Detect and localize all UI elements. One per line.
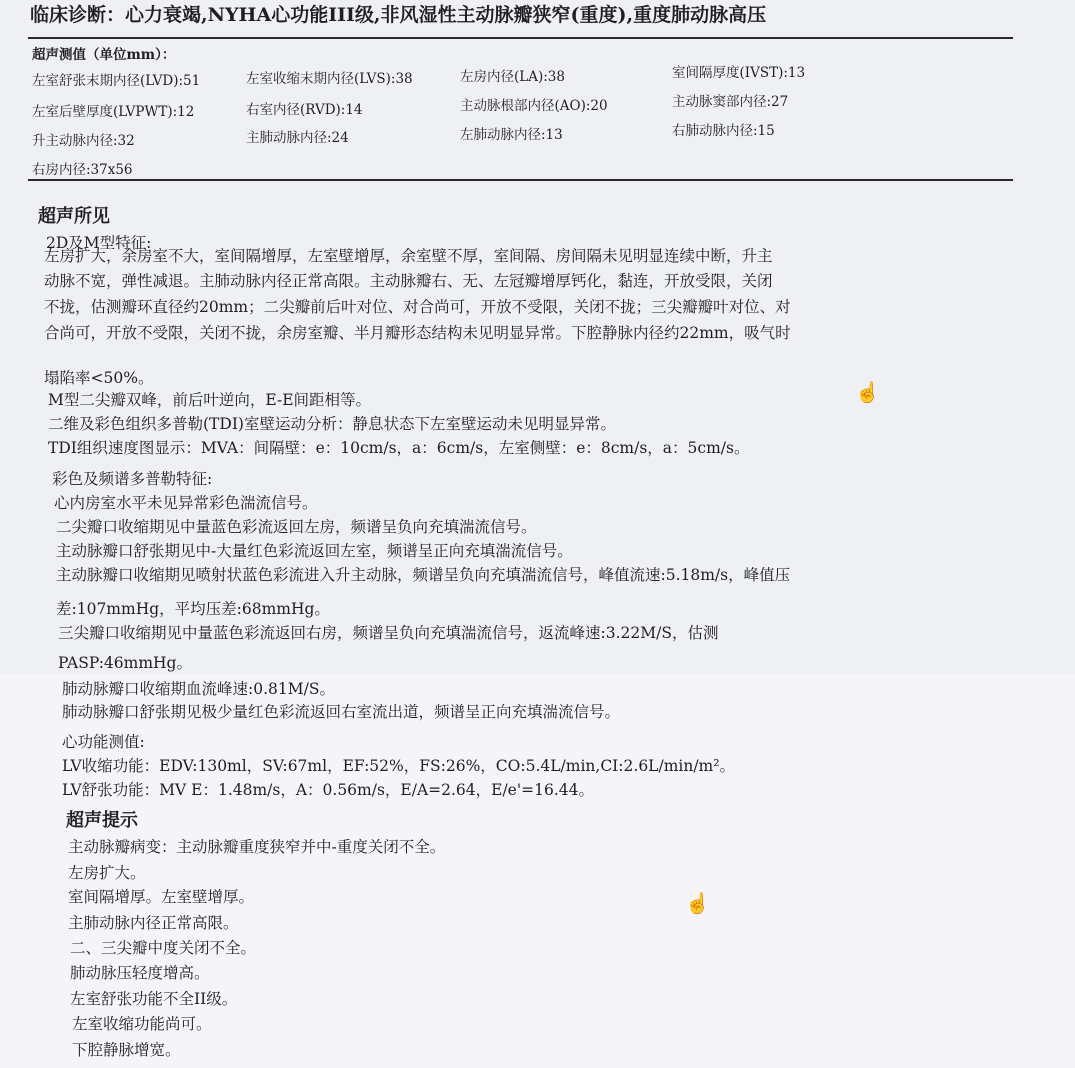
divider-mid xyxy=(28,179,1013,181)
measure-la: 左房内径(LA):38 xyxy=(460,69,565,85)
findings-line: 不拢，估测瓣环直径约20mm；二尖瓣前后叶对位、对合尚可，开放不受限，关闭不拢；三尖瓣瓣叶对位、对 xyxy=(44,298,791,316)
measure-ra: 右房内径:37x56 xyxy=(32,162,133,178)
findings-line: PASP:46mmHg。 xyxy=(58,654,192,672)
measure-sinus: 主动脉窦部内径:27 xyxy=(672,94,789,110)
hand-cursor-icon: ☝ xyxy=(855,380,880,404)
conclusion-title: 超声提示 xyxy=(66,810,138,831)
conclusion-line: 室间隔增厚。左室壁增厚。 xyxy=(68,888,255,906)
measure-lvs: 左室收缩末期内径(LVS):38 xyxy=(246,71,413,87)
measure-lvd: 左室舒张末期内径(LVD):51 xyxy=(32,73,201,89)
findings-line: 差:107mmHg，平均压差:68mmHg。 xyxy=(56,600,330,618)
measure-ivst: 室间隔厚度(IVST):13 xyxy=(672,65,806,81)
measure-asc-aorta: 升主动脉内径:32 xyxy=(32,133,135,149)
findings-line: TDI组织速度图显示：MVA：间隔壁：e：10cm/s，a：6cm/s，左室侧壁：e：8cm/s，a：5cm/s。 xyxy=(48,439,750,457)
conclusion-line: 左室收缩功能尚可。 xyxy=(72,1015,212,1033)
measure-rpa: 右肺动脉内径:15 xyxy=(672,123,775,139)
measure-lvpwt: 左室后壁厚度(LVPWT):12 xyxy=(32,104,195,120)
conclusion-line: 下腔静脉增宽。 xyxy=(72,1041,181,1059)
findings-line: 彩色及频谱多普勒特征: xyxy=(52,470,213,488)
clinical-diagnosis: 临床诊断：心力衰竭,NYHA心功能III级,非风湿性主动脉瓣狭窄(重度),重度肺动脉高压 xyxy=(30,4,767,26)
findings-line: 二尖瓣口收缩期见中量蓝色彩流返回左房，频谱呈负向充填湍流信号。 xyxy=(56,518,537,536)
findings-line: LV舒张功能：MV E：1.48m/s，A：0.56m/s，E/A=2.64，E/e'=16.44。 xyxy=(62,781,594,799)
measure-mpa: 主肺动脉内径:24 xyxy=(246,130,349,146)
findings-line: 主动脉瓣口舒张期见中-大量红色彩流返回左室，频谱呈正向充填湍流信号。 xyxy=(56,542,573,560)
findings-line: 二维及彩色组织多普勒(TDI)室壁运动分析：静息状态下左室壁运动未见明显异常。 xyxy=(48,415,616,433)
conclusion-line: 左房扩大。 xyxy=(68,864,146,882)
findings-line: 心功能测值: xyxy=(62,733,145,751)
findings-line: M型二尖瓣双峰，前后叶逆向，E-E间距相等。 xyxy=(48,391,372,409)
conclusion-line: 二、三尖瓣中度关闭不全。 xyxy=(70,939,257,957)
measure-lpa: 左肺动脉内径:13 xyxy=(460,127,563,143)
conclusion-line: 肺动脉压轻度增高。 xyxy=(70,964,210,982)
measure-rvd: 右室内径(RVD):14 xyxy=(246,102,363,118)
conclusion-line: 主动脉瓣病变：主动脉瓣重度狭窄并中-重度关闭不全。 xyxy=(68,838,446,856)
conclusion-line: 左室舒张功能不全II级。 xyxy=(70,990,238,1008)
findings-line: 三尖瓣口收缩期见中量蓝色彩流返回右房，频谱呈负向充填湍流信号，返流峰速:3.22M/S，估测 xyxy=(58,624,719,642)
findings-line: 肺动脉瓣口收缩期血流峰速:0.81M/S。 xyxy=(62,680,335,698)
findings-line: 动脉不宽，弹性减退。主肺动脉内径正常高限。主动脉瓣右、无、左冠瓣增厚钙化，黏连，开放受限，关闭 xyxy=(44,272,773,290)
divider-top xyxy=(28,37,1013,39)
findings-line: 合尚可，开放不受限，关闭不拢，余房室瓣、半月瓣形态结构未见明显异常。下腔静脉内径约22mm，吸气时 xyxy=(44,324,791,342)
findings-line: 左房扩大，余房室不大，室间隔增厚，左室壁增厚，余室壁不厚，室间隔、房间隔未见明显连续中断，升主 xyxy=(44,247,773,265)
findings-title: 超声所见 xyxy=(38,206,110,227)
findings-line: 塌陷率<50%。 xyxy=(44,369,154,387)
hand-cursor-icon: ☝ xyxy=(685,891,710,915)
findings-line: 主动脉瓣口收缩期见喷射状蓝色彩流进入升主动脉，频谱呈负向充填湍流信号，峰值流速:5.18m/s，峰值压 xyxy=(56,566,791,584)
conclusion-line: 主肺动脉内径正常高限。 xyxy=(68,914,239,932)
measure-ao: 主动脉根部内径(AO):20 xyxy=(460,98,608,114)
findings-line: LV收缩功能：EDV:130ml，SV:67ml，EF:52%，FS:26%，CO:5.4L/min,CI:2.6L/min/m²。 xyxy=(62,757,735,775)
findings-line: 2D及M型特征: xyxy=(46,234,152,252)
measurements-title: 超声测值（单位mm）： xyxy=(32,47,176,63)
findings-line: 心内房室水平未见异常彩色湍流信号。 xyxy=(54,494,318,512)
findings-line: 肺动脉瓣口舒张期见极少量红色彩流返回右室流出道，频谱呈正向充填湍流信号。 xyxy=(62,703,621,721)
